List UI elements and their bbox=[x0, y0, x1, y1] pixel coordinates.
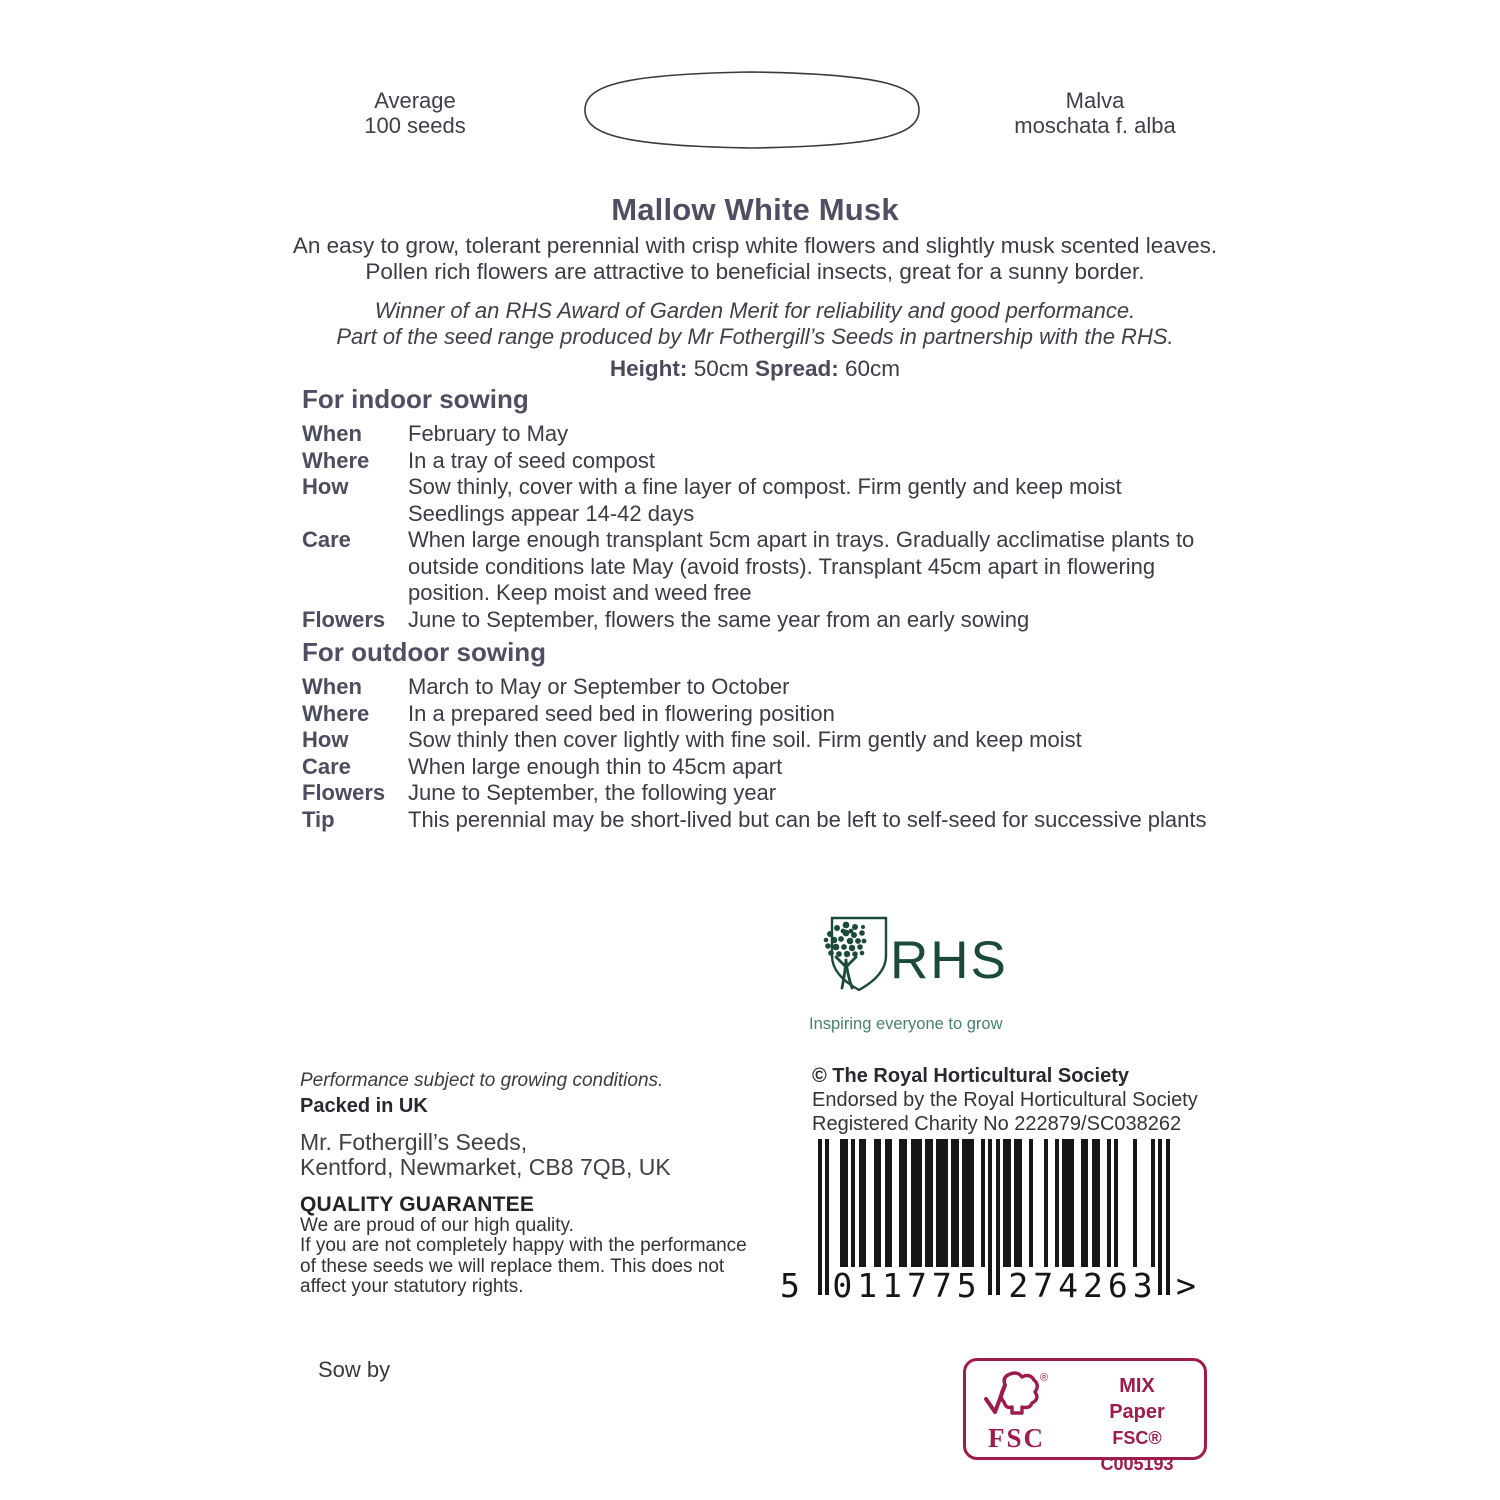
description-line2: Pollen rich flowers are attractive to beneficial insects, great for a sunny border. bbox=[365, 259, 1145, 284]
description bbox=[250, 233, 1260, 285]
barcode-lead-digit: 5 bbox=[780, 1266, 800, 1305]
row-label: Care bbox=[302, 527, 351, 552]
row-value: In a prepared seed bed in flowering position bbox=[408, 700, 835, 726]
page-title: Mallow White Musk bbox=[611, 192, 899, 227]
table-row bbox=[302, 780, 1268, 807]
address-line2: Kentford, Newmarket, CB8 7QB, UK bbox=[300, 1154, 671, 1180]
quality-guarantee-text bbox=[300, 1216, 747, 1297]
row-value-line1: Sow thinly, cover with a fine layer of compost. Firm gently and keep moist bbox=[408, 474, 1122, 499]
guarantee-line1: We are proud of our high quality. bbox=[300, 1215, 574, 1236]
rhs-tagline: Inspiring everyone to grow bbox=[809, 1015, 1003, 1033]
botanical-line2: moschata f. alba bbox=[1014, 113, 1176, 138]
row-label: Where bbox=[302, 700, 370, 726]
guarantee-line4: affect your statutory rights. bbox=[300, 1275, 524, 1297]
fsc-mix-label: MIX bbox=[1119, 1375, 1155, 1397]
performance-note: Performance subject to growing conditions. bbox=[300, 1070, 664, 1091]
table-row bbox=[302, 807, 1268, 834]
botanical-name bbox=[985, 88, 1205, 138]
fsc-license-code: FSC® C005193 bbox=[1100, 1428, 1174, 1474]
table-row bbox=[302, 727, 1268, 754]
seed-count bbox=[305, 88, 525, 138]
table-row bbox=[302, 474, 1268, 527]
fsc-tree-check-icon bbox=[980, 1369, 1056, 1425]
fsc-wordmark: FSC bbox=[988, 1423, 1046, 1453]
seed-window-outline bbox=[578, 63, 926, 157]
indoor-sowing-table bbox=[302, 421, 1268, 633]
row-label: How bbox=[302, 474, 349, 499]
guarantee-line3: of these seeds we will replace them. This does not bbox=[300, 1255, 725, 1277]
row-label: Flowers bbox=[302, 606, 386, 632]
quality-guarantee-heading: QUALITY GUARANTEE bbox=[300, 1193, 535, 1216]
award-line1: Winner of an RHS Award of Garden Merit for reliability and good performance. bbox=[374, 298, 1136, 323]
dimensions bbox=[280, 356, 1230, 382]
row-label: When bbox=[302, 421, 362, 446]
award-note bbox=[250, 298, 1260, 350]
rhs-wordmark: RHS bbox=[890, 931, 1008, 990]
row-label: Flowers bbox=[302, 780, 386, 805]
rhs-legal-block bbox=[812, 1064, 1198, 1136]
outdoor-sowing-table bbox=[302, 674, 1268, 833]
rhs-charity-number: Registered Charity No 222879/SC038262 bbox=[812, 1113, 1182, 1135]
row-value: Sow thinly then cover lightly with fine soil. Firm gently and keep moist bbox=[408, 727, 1082, 752]
barcode-group1: 011775 bbox=[832, 1266, 982, 1305]
description-line1: An easy to grow, tolerant perennial with crisp white flowers and slightly musk scented leaves. bbox=[292, 233, 1218, 258]
award-line2: Part of the seed range produced by Mr Fothergill’s Seeds in partnership with the RHS. bbox=[336, 324, 1174, 349]
row-value-line2: Seedlings appear 14-42 days bbox=[408, 500, 695, 526]
table-row bbox=[302, 674, 1268, 701]
table-row bbox=[302, 754, 1268, 781]
row-label: How bbox=[302, 727, 349, 752]
row-value: June to September, the following year bbox=[408, 780, 777, 805]
fsc-cert-text bbox=[1074, 1373, 1200, 1477]
row-value: February to May bbox=[408, 421, 569, 446]
height-label: Height: bbox=[609, 356, 688, 381]
fsc-badge bbox=[963, 1358, 1207, 1474]
row-value: When large enough transplant 5cm apart in trays. Gradually acclimatise plants to outside conditions late May (avoid frosts). Transplant 45cm apart in flowering position. Keep moist and weed free bbox=[408, 527, 1195, 605]
row-label: Care bbox=[302, 753, 351, 779]
table-row bbox=[302, 607, 1268, 634]
row-value: June to September, flowers the same year from an early sowing bbox=[408, 606, 1030, 632]
rhs-copyright: © The Royal Horticultural Society bbox=[812, 1065, 1130, 1087]
height-value: 50cm bbox=[693, 356, 749, 381]
row-value: When large enough thin to 45cm apart bbox=[408, 753, 783, 779]
row-value bbox=[408, 474, 1268, 527]
packed-in-uk: Packed in UK bbox=[300, 1095, 428, 1117]
table-row bbox=[302, 448, 1268, 475]
row-label: Where bbox=[302, 447, 370, 473]
seed-count-line1: Average bbox=[374, 88, 456, 113]
guarantee-line2: If you are not completely happy with the performance bbox=[300, 1235, 747, 1257]
company-address bbox=[300, 1130, 671, 1180]
sow-by-label: Sow by bbox=[318, 1357, 391, 1382]
row-value: In a tray of seed compost bbox=[408, 447, 656, 473]
fsc-paper-label: Paper bbox=[1109, 1401, 1165, 1423]
botanical-line1: Malva bbox=[1065, 88, 1125, 113]
indoor-sowing-heading: For indoor sowing bbox=[302, 384, 529, 414]
outdoor-sowing-heading: For outdoor sowing bbox=[302, 637, 547, 667]
table-row bbox=[302, 527, 1268, 607]
table-row bbox=[302, 701, 1268, 728]
row-label: Tip bbox=[302, 806, 335, 832]
table-row bbox=[302, 421, 1268, 448]
row-value: March to May or September to October bbox=[408, 674, 790, 699]
spread-label: Spread: bbox=[754, 356, 839, 381]
barcode-end-mark: > bbox=[1176, 1266, 1196, 1305]
fsc-registered-mark: ® bbox=[1040, 1372, 1049, 1384]
row-value: This perennial may be short-lived but can be left to self-seed for successive plants bbox=[408, 806, 1207, 832]
address-line1: Mr. Fothergill’s Seeds, bbox=[300, 1129, 528, 1155]
barcode-group2: 274263 bbox=[1008, 1266, 1158, 1305]
row-label: When bbox=[302, 674, 362, 699]
rhs-endorsed: Endorsed by the Royal Horticultural Society bbox=[812, 1089, 1198, 1111]
spread-value: 60cm bbox=[845, 356, 901, 381]
seed-count-line2: 100 seeds bbox=[364, 113, 466, 138]
